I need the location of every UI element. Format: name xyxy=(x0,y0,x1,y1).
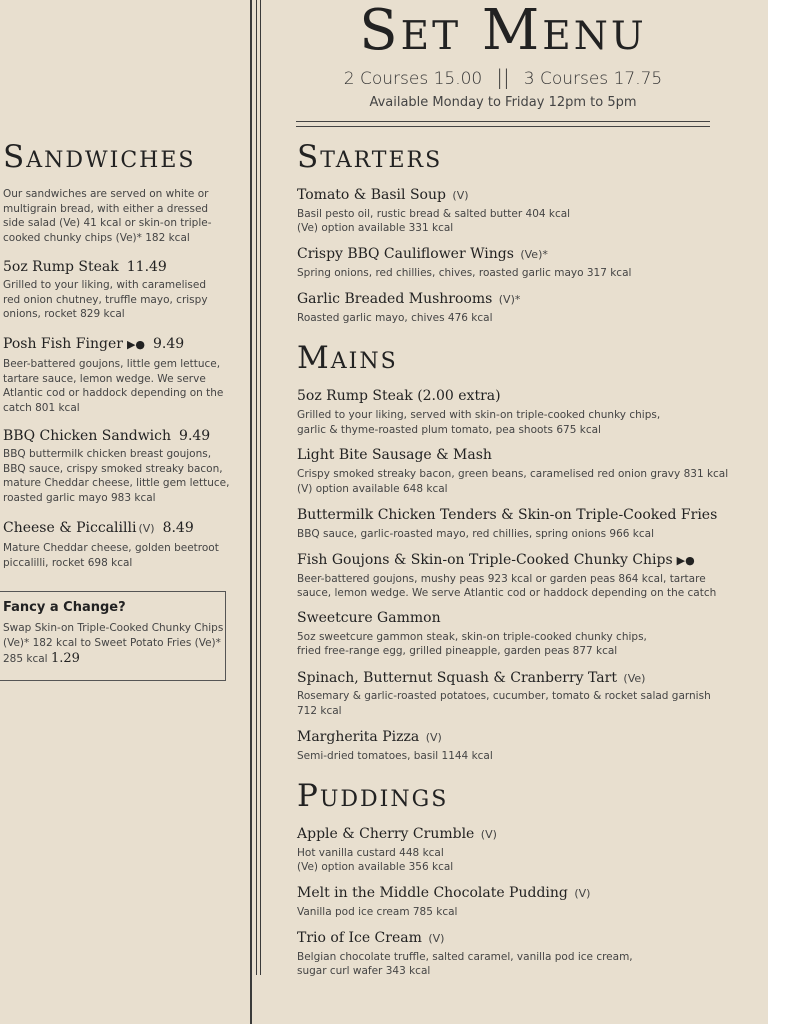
pudding-apple-cherry-crumble-desc1: Hot vanilla custard 448 kcal xyxy=(297,847,444,859)
main-sweetcure-gammon-desc2: fried free-range egg, grilled pineapple, garden peas 877 kcal xyxy=(297,645,618,657)
main-sausage-mash-desc2: (V) option available 648 kcal xyxy=(297,483,448,495)
course-prices xyxy=(296,65,710,89)
main-sweetcure-gammon: Sweetcure Gammon xyxy=(297,610,441,626)
main-rump-steak: 5oz Rump Steak (2.00 extra) xyxy=(297,388,501,404)
starter-tomato-basil-soup-option: (Ve) option available 331 kcal xyxy=(297,222,454,234)
menu-title: Set Menu xyxy=(359,0,647,63)
starters-heading: Starters xyxy=(297,139,443,175)
column-divider-double-right xyxy=(260,0,261,975)
pudding-trio-ice-cream-desc1: Belgian chocolate truffle, salted caramel, vanilla pod ice cream, xyxy=(297,951,633,963)
fancy-a-change-desc: Swap Skin-on Triple-Cooked Chunky Chips (Ve)* 182 kcal to Sweet Potato Fries (Ve)* 285 kcal 1.29 xyxy=(3,622,224,666)
price-separator: || xyxy=(496,65,510,89)
pudding-chocolate-pudding-desc: Vanilla pod ice cream 785 kcal xyxy=(297,906,458,918)
main-spinach-tart-desc1: Rosemary & garlic-roasted potatoes, cucumber, tomato & rocket salad garnish xyxy=(297,690,711,702)
main-chicken-tenders-desc: BBQ sauce, garlic-roasted mayo, red chillies, spring onions 966 kcal xyxy=(297,528,655,540)
fancy-a-change-price: 1.29 xyxy=(50,651,80,666)
fish-icon: ▶● xyxy=(676,554,695,567)
pudding-trio-ice-cream: Trio of Ice Cream (V) xyxy=(297,930,445,946)
main-rump-steak-desc2: garlic & thyme-roasted plum tomato, pea shoots 675 kcal xyxy=(297,424,601,436)
pudding-apple-cherry-crumble: Apple & Cherry Crumble (V) xyxy=(297,826,497,842)
main-sweetcure-gammon-desc1: 5oz sweetcure gammon steak, skin-on triple-cooked chunky chips, xyxy=(297,631,647,643)
sandwich-bbq-chicken-desc: BBQ buttermilk chicken breast goujons, BBQ sauce, crispy smoked streaky bacon, mature Cheddar cheese, little gem lettuce, roasted garlic mayo 983 kcal xyxy=(3,448,230,504)
availability-note: Available Monday to Friday 12pm to 5pm xyxy=(369,95,637,110)
three-course-price: 3 Courses 17.75 xyxy=(523,69,663,89)
main-rump-steak-desc1: Grilled to your liking, served with skin-on triple-cooked chunky chips, xyxy=(297,409,661,421)
sandwiches-intro: Our sandwiches are served on white or multigrain bread, with either a dressed side salad (Ve) 41 kcal or skin-on triple-cooked chunky chips (Ve)* 182 kcal xyxy=(3,188,212,244)
sandwich-posh-fish-finger: Posh Fish Finger ▶● 9.49 xyxy=(3,336,185,352)
fish-icon: ▶● xyxy=(126,338,145,351)
main-chicken-tenders: Buttermilk Chicken Tenders & Skin-on Triple-Cooked Fries xyxy=(297,507,718,523)
sandwich-rump-steak: 5oz Rump Steak 11.49 xyxy=(3,259,167,275)
fancy-a-change-title: Fancy a Change? xyxy=(3,600,126,615)
sandwich-posh-fish-finger-desc: Beer-battered goujons, little gem lettuce, tartare sauce, lemon wedge. We serve Atlantic cod or haddock depending on the catch 801 kcal xyxy=(3,358,224,414)
main-sausage-mash-desc1: Crispy smoked streaky bacon, green beans, caramelised red onion gravy 831 kcal xyxy=(297,468,729,480)
sandwich-rump-steak-desc: Grilled to your liking, with caramelised red onion chutney, truffle mayo, crispy onions, rocket 829 kcal xyxy=(3,279,208,320)
puddings-heading: Puddings xyxy=(297,778,449,814)
main-margherita-pizza-desc: Semi-dried tomatoes, basil 1144 kcal xyxy=(297,750,493,762)
starter-bbq-cauliflower-wings: Crispy BBQ Cauliflower Wings (Ve)* xyxy=(297,246,548,262)
sandwiches-heading: Sandwiches xyxy=(3,139,196,175)
pudding-chocolate-pudding: Melt in the Middle Chocolate Pudding (V) xyxy=(297,885,591,901)
starter-tomato-basil-soup-desc: Basil pesto oil, rustic bread & salted butter 404 kcal xyxy=(297,208,571,220)
main-sausage-mash: Light Bite Sausage & Mash xyxy=(297,447,492,463)
mains-heading: Mains xyxy=(297,340,398,376)
main-margherita-pizza: Margherita Pizza (V) xyxy=(297,729,442,745)
column-divider xyxy=(250,0,252,1024)
sandwich-cheese-piccalilli: Cheese & Piccalilli (V) 8.49 xyxy=(3,520,194,536)
main-fish-goujons: Fish Goujons & Skin-on Triple-Cooked Chunky Chips ▶● xyxy=(297,552,695,568)
starter-tomato-basil-soup: Tomato & Basil Soup (V) xyxy=(297,187,469,203)
header-rule-bottom xyxy=(296,126,710,127)
main-fish-goujons-desc2: sauce, lemon wedge. We serve Atlantic cod or haddock depending on the catch xyxy=(297,587,717,599)
header-rule-top xyxy=(296,121,710,122)
starter-bbq-cauliflower-wings-desc: Spring onions, red chillies, chives, roasted garlic mayo 317 kcal xyxy=(297,267,632,279)
main-fish-goujons-desc1: Beer-battered goujons, mushy peas 923 kcal or garden peas 864 kcal, tartare xyxy=(297,573,706,585)
starter-garlic-mushrooms: Garlic Breaded Mushrooms (V)* xyxy=(297,291,521,307)
main-spinach-tart-desc2: 712 kcal xyxy=(297,705,342,717)
pudding-apple-cherry-crumble-desc2: (Ve) option available 356 kcal xyxy=(297,861,454,873)
sandwich-bbq-chicken: BBQ Chicken Sandwich 9.49 xyxy=(3,428,211,444)
starter-garlic-mushrooms-desc: Roasted garlic mayo, chives 476 kcal xyxy=(297,312,493,324)
pudding-trio-ice-cream-desc2: sugar curl wafer 343 kcal xyxy=(297,965,431,977)
main-spinach-tart: Spinach, Butternut Squash & Cranberry Tart (Ve) xyxy=(297,670,646,686)
sandwich-cheese-piccalilli-desc: Mature Cheddar cheese, golden beetroot piccalilli, rocket 698 kcal xyxy=(3,542,219,569)
column-divider-double-left xyxy=(256,0,257,975)
two-course-price: 2 Courses 15.00 xyxy=(343,69,483,89)
